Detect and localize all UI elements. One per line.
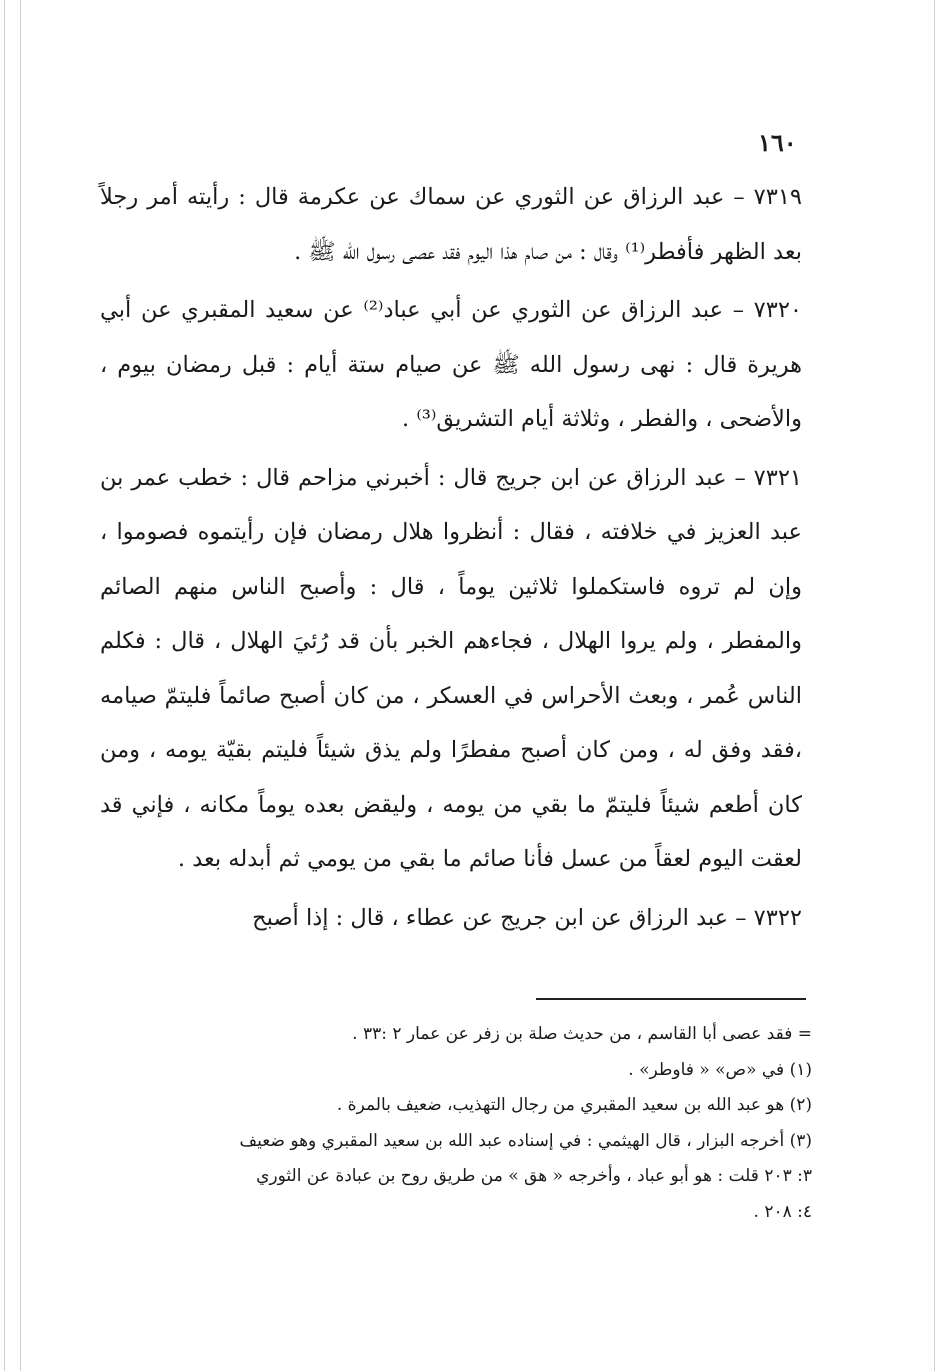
hadith-7322: ٧٣٢٢ – عبد الرزاق عن ابن جريج عن عطاء ، قال : إذا أصبح [252,904,802,931]
footnote-carryover: = فقد عصى أبا القاسم ، من حديث صلة بن زفر عن عمار ٢ :٣٣ . [352,1024,812,1044]
margin-rule-left-inner [20,0,21,1371]
footnote-3-line-3: ٤: ٢٠٨ . [753,1201,812,1222]
hadith-7321: ٧٣٢١ – عبد الرزاق عن ابن جريج قال : أخبرني مزاحم قال : خطب عمر بن عبد العزيز في خلافته ، فقال : أنظروا هلال رمضان فإن رأيتموه فصوموا ، وإن لم تروه فاستكملوا ثلاثين يوماً ، قال : وأصبح الناس منهم الصائم والمفطر ، ولم يروا الهلال ، فجاءهم الخبر بأن قد رُئيَ الهلال ، قال : فكلم الناس عُمر ، وبعث الأحراس في العسكر ، من كان أصبح صائماً فليتمّ صيامه ،فقد وفق له ، ومن كان أصبح مفطرًا ولم يذق شيئاً فليتم بقيّة يومه ، ومن كان أطعم شيئاً فليتمّ ما بقي من يومه ، وليقض بعده يوماً مكانه ، فإني قد لعقت اليوم لعقاً من عسل فأنا صائم ما بقي من يومي ثم أبدله بعد . [100,464,802,872]
page-number: ١٦٠ [758,128,797,157]
main-text [100,170,802,945]
footnote-2: (٢) هو عبد الله بن سعيد المقبري من رجال التهذيب، ضعيف بالمرة . [336,1095,812,1115]
margin-rule-right [934,0,935,1371]
footnote-3-line-1: (٣) أخرجه البزار ، قال الهيثمي : في إسناده عبد الله بن سعيد المقبري وهو ضعيف [239,1130,812,1151]
footnotes [112,1017,812,1230]
margin-rule-left [4,0,5,1371]
hadith-7320: ٧٣٢٠ – عبد الرزاق عن الثوري عن أبي عباد⁽²⁾ عن سعيد المقبري عن أبي هريرة قال : نهى رسول الله ﷺ عن صيام ستة أيام : قبل رمضان بيوم ، والأضحى ، والفطر ، وثلاثة أيام التشريق⁽³⁾ . [100,297,803,432]
hadith-7319: ٧٣١٩ – عبد الرزاق عن الثوري عن سماك عن عكرمة قال : رأيته أمر رجلاً بعد الظهر فأفطر⁽¹⁾ وقال : من صام هذا اليوم فقد عصى رسول الله ﷺ . [100,184,802,265]
footnote-3-line-2: ٣: ٢٠٣ قلت : هو أبو عباد ، وأخرجه « هق » من طريق روح بن عبادة عن الثوري [256,1166,812,1186]
footnote-separator [536,998,806,1000]
footnote-1: (١) في «ص» « فاوطر» . [628,1059,812,1080]
